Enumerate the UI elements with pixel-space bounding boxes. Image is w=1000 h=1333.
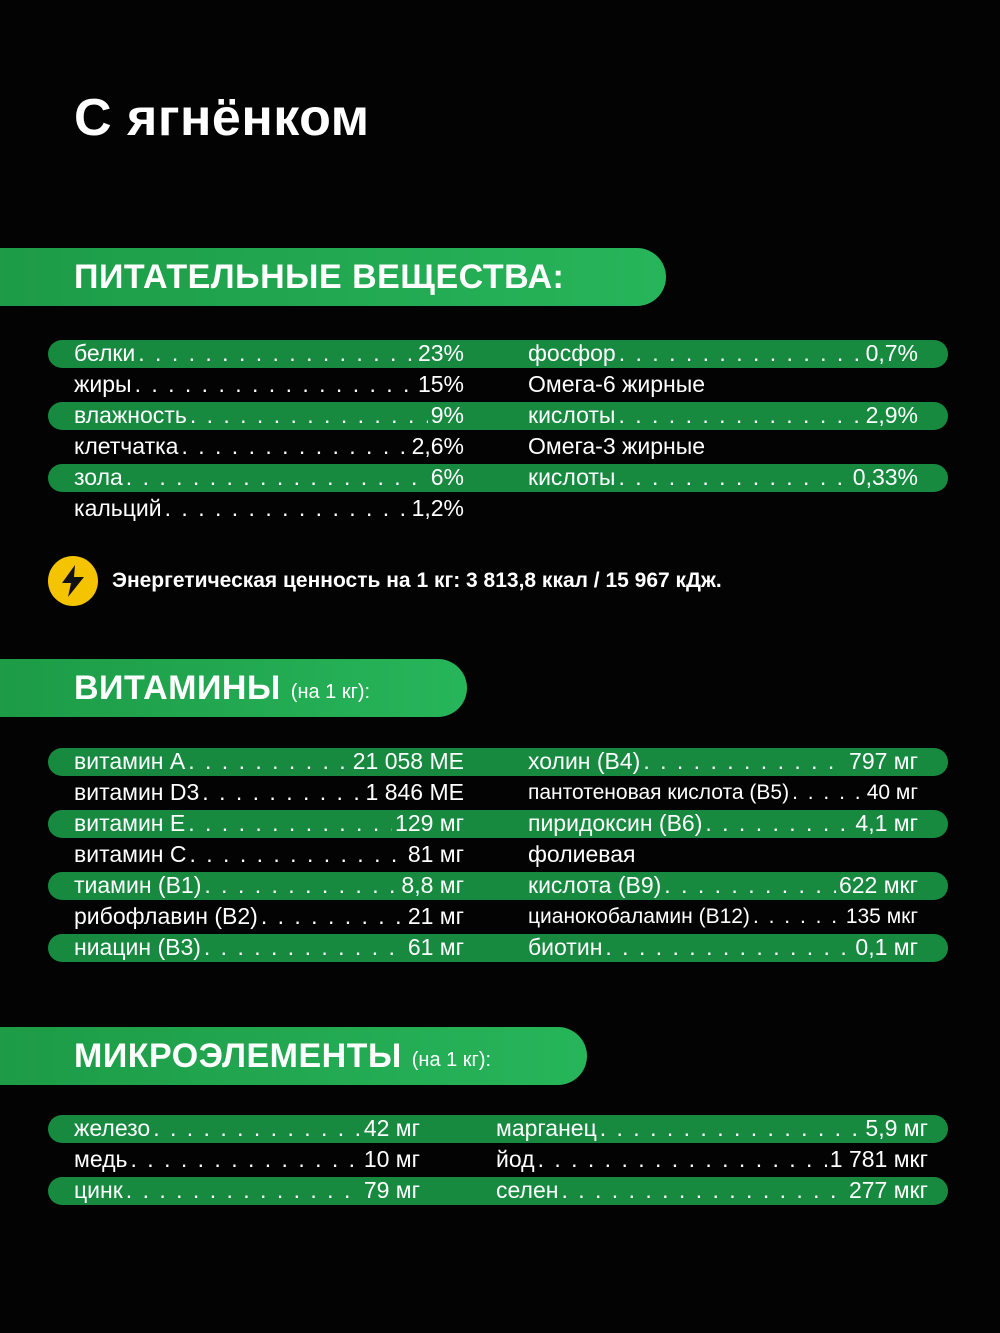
micro-value: 42 мг [363, 1115, 420, 1141]
leader-dots [618, 464, 849, 491]
nutrient-value: 23% [417, 340, 464, 366]
vitamin-label: пантотеновая кислота (B5) [528, 780, 790, 804]
micro-label: йод [496, 1146, 535, 1172]
nutrient-row [528, 400, 918, 431]
nutrient-label: жиры [74, 371, 132, 397]
nutrient-row [74, 462, 464, 493]
micro-heading: МИКРОЭЛЕМЕНТЫ [74, 1036, 402, 1075]
vitamin-row [74, 746, 464, 777]
nutrient-value: 6% [430, 464, 464, 490]
vitamin-value: 622 мкг [838, 872, 918, 898]
lightning-icon [48, 556, 98, 606]
nutrient-value: 0,33% [852, 464, 918, 490]
micro-label: медь [74, 1146, 128, 1172]
vitamin-label: рибофлавин (B2) [74, 903, 258, 929]
micro-subheading: (на 1 кг): [411, 1048, 492, 1071]
nutrients-heading: ПИТАТЕЛЬНЫЕ ВЕЩЕСТВА: [74, 257, 565, 296]
nutrient-label: кислоты [528, 464, 616, 490]
micro-value: 277 мкг [848, 1177, 928, 1203]
nutrient-label: влажность [74, 402, 187, 428]
vitamin-label: витамин С [74, 841, 187, 867]
vitamin-row [74, 932, 464, 963]
leader-dots [181, 433, 408, 460]
vitamins-subheading: (на 1 кг): [290, 680, 371, 703]
vitamin-value: 797 мг [849, 748, 918, 774]
nutrient-label: зола [74, 464, 123, 490]
micro-label: цинк [74, 1177, 123, 1203]
leader-dots [792, 781, 864, 805]
vitamin-row [74, 839, 464, 870]
micro-row [496, 1175, 928, 1206]
leader-dots [131, 1146, 361, 1173]
vitamin-row [528, 870, 918, 901]
vitamin-label: цианокобаламин (B12) [528, 904, 750, 928]
micro-value: 10 мг [363, 1146, 420, 1172]
micro-value: 79 мг [363, 1177, 420, 1203]
leader-dots [135, 371, 415, 398]
leader-dots [753, 905, 843, 929]
nutrient-label: кальций [74, 495, 162, 521]
nutrient-row [74, 400, 464, 431]
leader-dots [188, 810, 392, 837]
vitamin-value: 4,1 мг [855, 810, 918, 836]
vitamin-row [528, 777, 918, 808]
nutrient-label: Омега-6 жирные [528, 371, 706, 397]
micro-row [496, 1144, 928, 1175]
micro-row [496, 1113, 928, 1144]
leader-dots [538, 1146, 827, 1173]
micro-value: 1 781 мкг [829, 1146, 928, 1172]
micro-row [74, 1113, 420, 1144]
vitamin-value: 40 мг [866, 780, 918, 804]
nutrient-row [74, 493, 464, 524]
leader-dots [664, 872, 836, 899]
vitamin-label: тиамин (B1) [74, 872, 202, 898]
vitamin-value: 135 мкг [845, 904, 918, 928]
vitamin-row [528, 839, 918, 870]
leader-dots [165, 495, 409, 522]
vitamin-value: 61 мг [407, 934, 464, 960]
vitamin-row [528, 932, 918, 963]
leader-dots [204, 934, 405, 961]
vitamin-value: 1 846 МЕ [365, 779, 464, 805]
leader-dots [190, 841, 405, 868]
micro-label: марганец [496, 1115, 597, 1141]
nutrient-row [74, 431, 464, 462]
micro-row [74, 1144, 420, 1175]
micro-row [74, 1175, 420, 1206]
vitamin-row [528, 808, 918, 839]
vitamin-label: витамин D3 [74, 779, 200, 805]
vitamin-label: ниацин (B3) [74, 934, 201, 960]
nutrient-value: 2,9% [865, 402, 918, 428]
micro-label: железо [74, 1115, 151, 1141]
leader-dots [202, 779, 362, 806]
vitamin-label: фолиевая [528, 841, 636, 867]
leader-dots [600, 1115, 863, 1142]
nutrient-label: белки [74, 340, 136, 366]
vitamin-value: 21 мг [407, 903, 464, 929]
leader-dots [126, 1177, 361, 1204]
vitamin-label: холин (B4) [528, 748, 641, 774]
leader-dots [619, 340, 863, 367]
leader-dots [618, 402, 862, 429]
vitamin-row [74, 777, 464, 808]
nutrient-label: фосфор [528, 340, 616, 366]
nutrient-value: 9% [430, 402, 464, 428]
vitamin-row [74, 870, 464, 901]
vitamin-row [528, 746, 918, 777]
nutrient-label: клетчатка [74, 433, 179, 459]
leader-dots [261, 903, 405, 930]
vitamin-value: 81 мг [407, 841, 464, 867]
leader-dots [705, 810, 852, 837]
leader-dots [126, 464, 428, 491]
leader-dots [643, 748, 846, 775]
vitamin-row [74, 808, 464, 839]
vitamins-heading: ВИТАМИНЫ [74, 668, 281, 707]
nutrient-row [74, 369, 464, 400]
nutrient-value: 1,2% [411, 495, 464, 521]
leader-dots [561, 1177, 846, 1204]
vitamin-label: витамин A [74, 748, 186, 774]
nutrient-row [528, 462, 918, 493]
micro-value: 5,9 мг [865, 1115, 928, 1141]
nutrient-row [74, 338, 464, 369]
micro-label: селен [496, 1177, 559, 1203]
vitamin-value: 8,8 мг [401, 872, 464, 898]
nutrient-value: 0,7% [865, 340, 918, 366]
vitamin-row [74, 901, 464, 932]
energy-text: Энергетическая ценность на 1 кг: 3 813,8 ккал / 15 967 кДж. [112, 569, 722, 592]
leader-dots [153, 1115, 361, 1142]
nutrient-value: 15% [417, 371, 464, 397]
vitamin-label: биотин [528, 934, 603, 960]
nutrient-value: 2,6% [411, 433, 464, 459]
leader-dots [138, 340, 415, 367]
leader-dots [190, 402, 428, 429]
nutrient-row [528, 369, 918, 400]
nutrients-banner [0, 248, 666, 306]
nutrient-row [528, 431, 918, 462]
vitamin-value: 129 мг [395, 810, 464, 836]
vitamin-label: пиридоксин (B6) [528, 810, 703, 836]
nutrient-label: Омега-3 жирные [528, 433, 706, 459]
vitamin-label: кислота (B9) [528, 872, 662, 898]
nutrient-label: кислоты [528, 402, 616, 428]
vitamins-banner [0, 659, 467, 717]
vitamin-value: 21 058 МЕ [352, 748, 464, 774]
leader-dots [188, 748, 350, 775]
leader-dots [605, 934, 852, 961]
energy-line [48, 556, 722, 606]
vitamin-label: витамин Е [74, 810, 186, 836]
vitamin-value: 0,1 мг [855, 934, 918, 960]
page-title: С ягнёнком [74, 89, 370, 147]
micro-banner [0, 1027, 587, 1085]
nutrient-row [528, 338, 918, 369]
vitamin-row [528, 901, 918, 932]
leader-dots [204, 872, 398, 899]
